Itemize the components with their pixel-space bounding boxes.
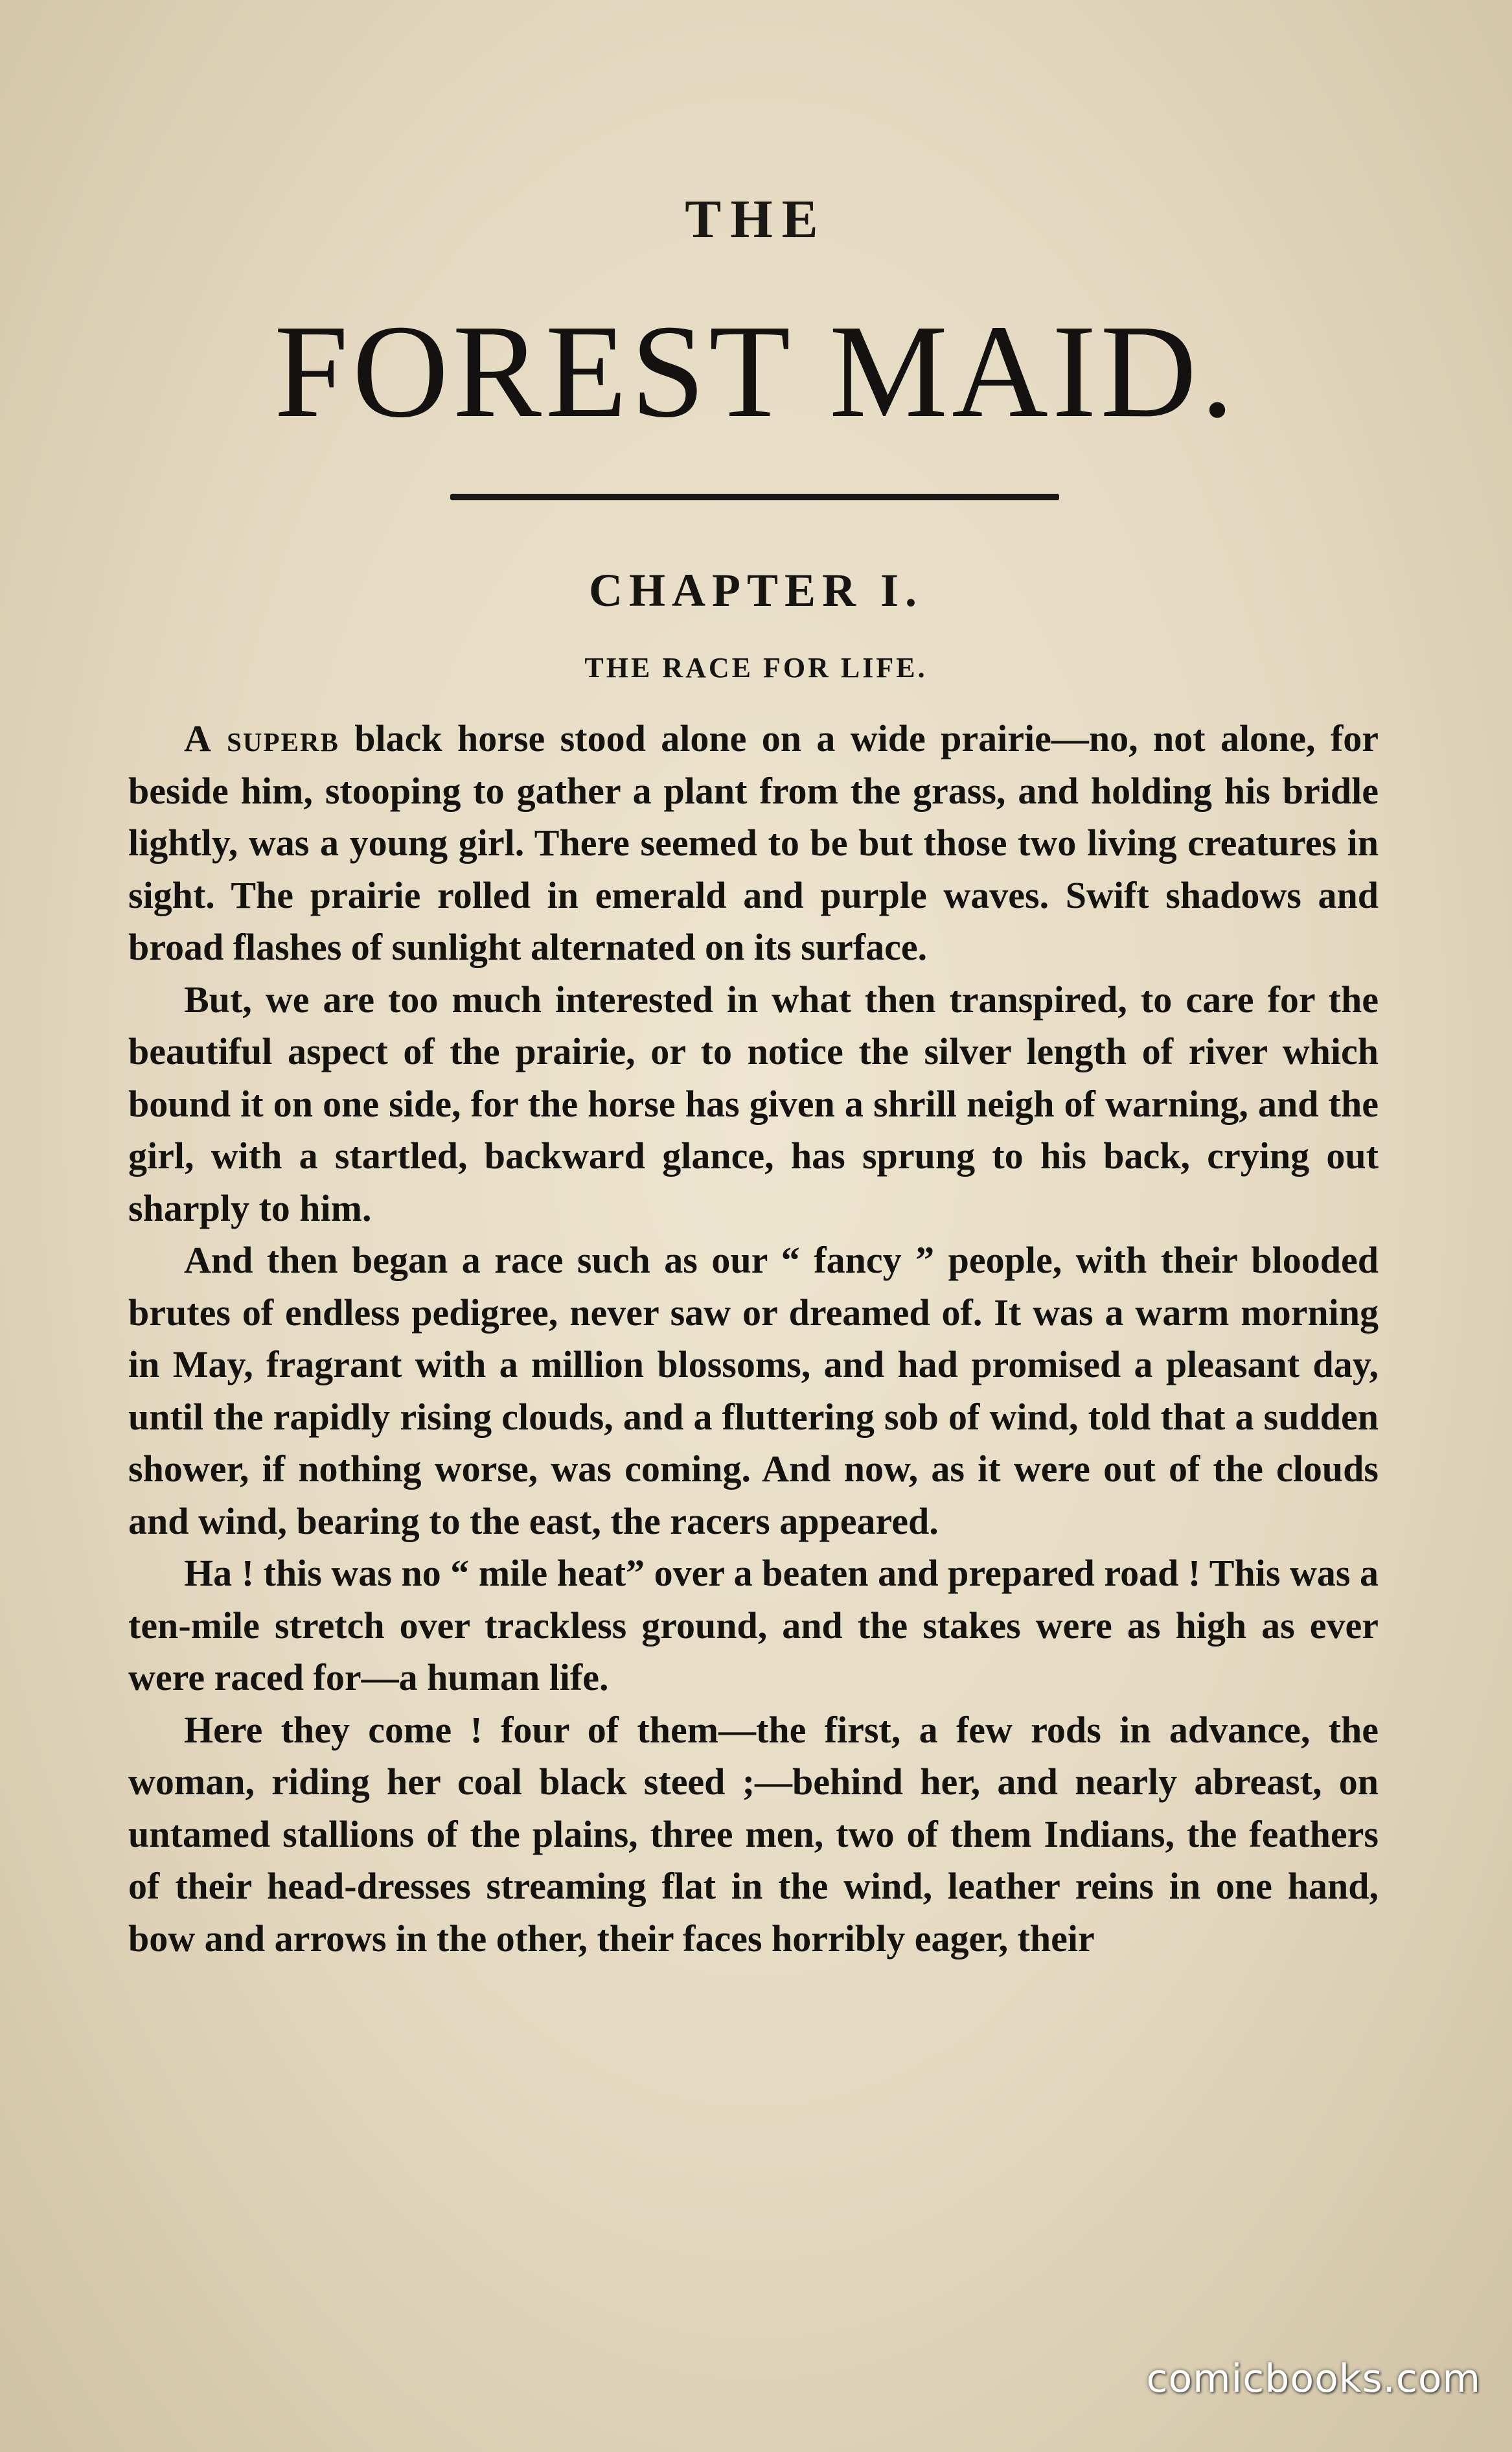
title-underline-rule — [450, 494, 1059, 500]
body-text — [128, 713, 1379, 1965]
book-title: FOREST MAID. — [274, 297, 1238, 445]
paragraph-3: And then began a race such as our “ fancy ” people, with their blooded brutes of endless pedigree, never saw or dreamed of. It was a warm morning in May, fragrant with a million blossoms, and had promised a pleasant day, until the rapidly rising clouds, and a fluttering sob of wind, told that a sudden shower, if nothing worse, was coming. And now, as it were out of the clouds and wind, bearing to the east, the racers appeared. — [128, 1239, 1379, 1542]
chapter-title: THE RACE FOR LIFE. — [584, 652, 928, 684]
paragraph-2: But, we are too much interested in what then transpired, to care for the beautiful aspect of the prairie, or to notice the silver length of river which bound it on one side, for the horse has given a shrill neigh of warning, and the girl, with a startled, backward glance, has sprung to his back, crying out sharply to him. — [128, 978, 1379, 1229]
paragraph-text: black horse stood alone on a wide prairie—no, not alone, for beside him, stooping to gather a plant from the grass, and holding his bridle lightly, was a young girl. There seemed to be but those two living creatures in sight. The prairie rolled in emerald and purple waves. Swift shadows and broad flashes of sunlight alternated on its surface. — [128, 717, 1379, 968]
paragraph-4: Ha ! this was no “ mile heat” over a beaten and prepared road ! This was a ten-mile stretch over trackless ground, and the stakes were as high as ever were raced for—a human life. — [128, 1552, 1379, 1698]
paragraph-lead-words: A superb — [184, 717, 339, 759]
chapter-heading: CHAPTER I. — [588, 564, 924, 616]
paragraph-1 — [128, 713, 1379, 974]
watermark: comicbooks.com — [1146, 2356, 1481, 2401]
paragraph-5: Here they come ! four of them—the first, a few rods in advance, the woman, riding her coal black steed ;—behind her, and nearly abreast, on untamed stallions of the plains, three men, two of them Indians, the feathers of their head-dresses streaming flat in the wind, leather reins in one hand, bow and arrows in the other, their faces horribly eager, their — [128, 1708, 1379, 1960]
title-prefix: THE — [685, 189, 827, 249]
